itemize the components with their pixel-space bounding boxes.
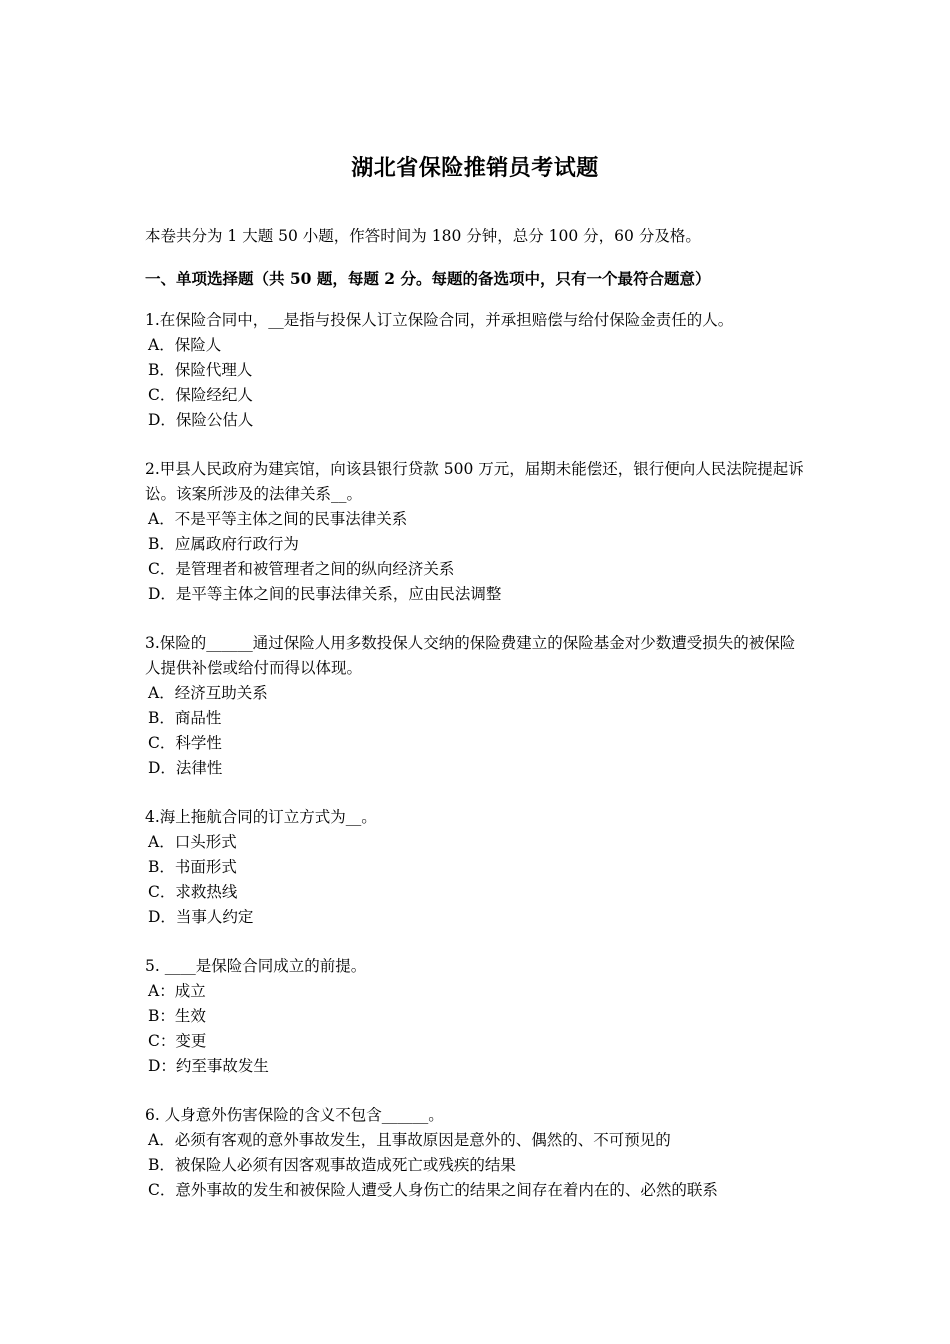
option-a: A．经济互助关系 [148,684,268,702]
option-d: D．当事人约定 [148,908,254,926]
option-b: B：生效 [148,1007,206,1025]
question-5 [145,954,810,1079]
question-6 [145,1103,810,1203]
option-a: A．不是平等主体之间的民事法律关系 [148,510,408,528]
question-stem: 6. 人身意外伤害保险的含义不包含______。 [145,1106,444,1124]
option-a: A．口头形式 [148,833,237,851]
option-c: C．科学性 [148,734,222,752]
question-1 [145,308,810,433]
question-4 [145,805,810,930]
option-b: B．书面形式 [148,858,237,876]
option-b: B．商品性 [148,709,222,727]
document-body [145,224,810,1227]
option-d: D．法律性 [148,759,223,777]
option-d: D：约至事故发生 [148,1057,269,1075]
question-3 [145,631,810,781]
option-a: A．必须有客观的意外事故发生，且事故原因是意外的、偶然的、不可预见的 [148,1131,671,1149]
question-stem: 5. ____是保险合同成立的前提。 [145,957,367,975]
option-b: B．被保险人必须有因客观事故造成死亡或残疾的结果 [148,1156,516,1174]
document-title: 湖北省保险推销员考试题 [351,155,599,181]
option-d: D．是平等主体之间的民事法律关系，应由民法调整 [148,585,502,603]
option-c: C．求救热线 [148,883,238,901]
question-stem: 3.保险的______通过保险人用多数投保人交纳的保险费建立的保险基金对少数遭受损失的被保险人提供补偿或给付而得以体现。 [145,634,796,677]
exam-intro: 本卷共分为 1 大题 50 小题，作答时间为 180 分钟，总分 100 分，60 分及格。 [145,227,701,245]
option-c: C．保险经纪人 [148,386,253,404]
question-stem: 4.海上拖航合同的订立方式为__。 [145,808,377,826]
option-c: C．意外事故的发生和被保险人遭受人身伤亡的结果之间存在着内在的、必然的联系 [148,1181,718,1199]
option-a: A：成立 [148,982,206,1000]
option-d: D．保险公估人 [148,411,254,429]
question-stem: 2.甲县人民政府为建宾馆，向该县银行贷款 500 万元，届期未能偿还，银行便向人民法院提起诉讼。该案所涉及的法律关系__。 [145,460,804,503]
option-b: B．应属政府行政行为 [148,535,299,553]
option-c: C．是管理者和被管理者之间的纵向经济关系 [148,560,455,578]
option-b: B．保险代理人 [148,361,253,379]
question-stem: 1.在保险合同中，__是指与投保人订立保险合同，并承担赔偿与给付保险金责任的人。 [145,311,734,329]
option-c: C：变更 [148,1032,207,1050]
section-heading: 一、单项选择题（共 50 题，每题 2 分。每题的备选项中，只有一个最符合题意） [145,269,711,288]
option-a: A．保险人 [148,336,222,354]
question-2 [145,457,810,607]
